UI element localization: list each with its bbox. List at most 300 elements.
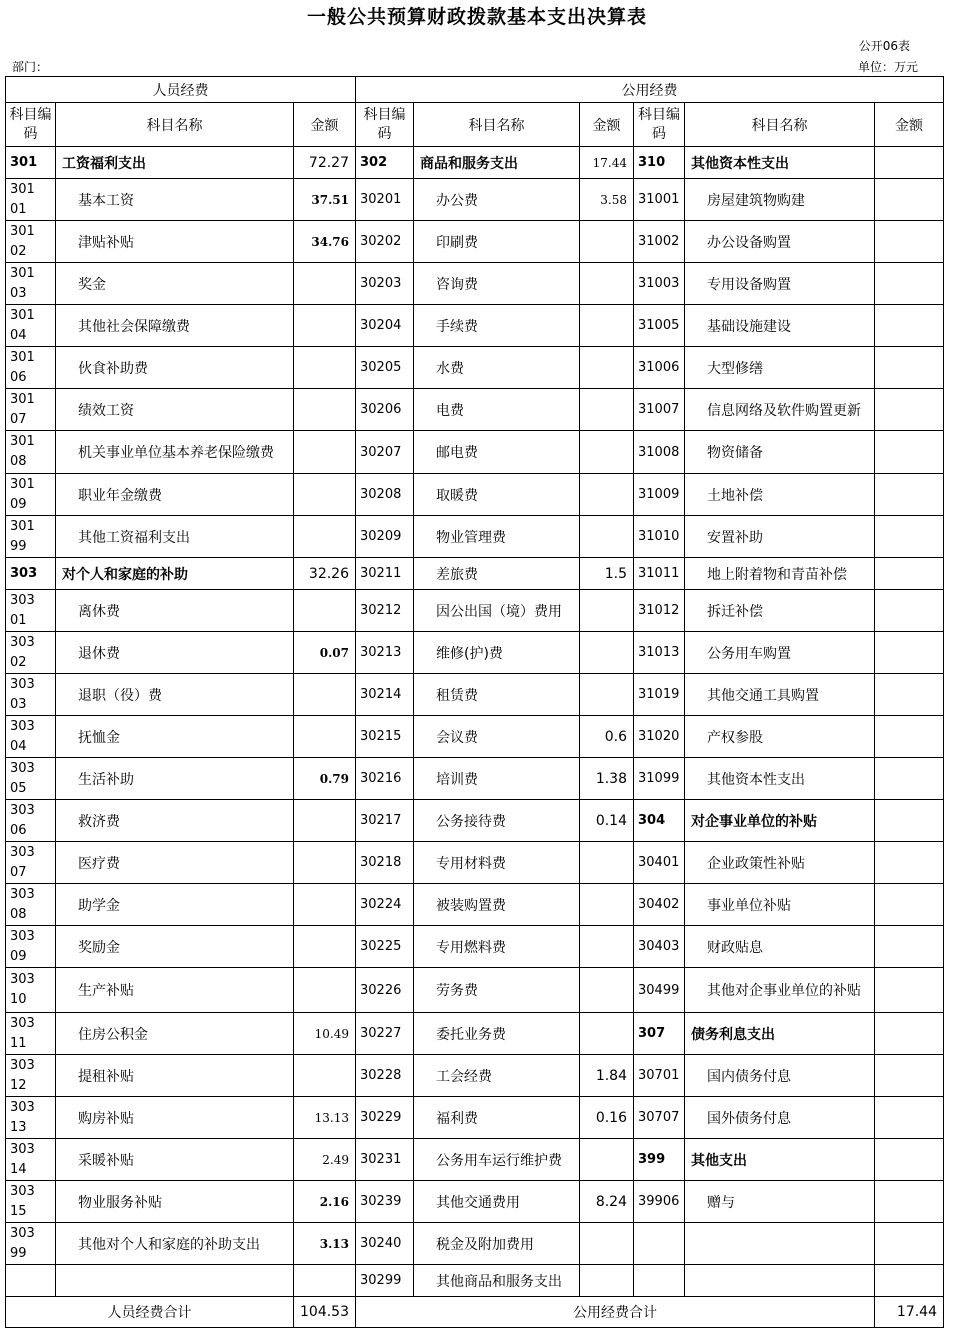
other-name-cell: 其他资本性支出 — [685, 758, 875, 800]
column-header-amount: 金额 — [294, 103, 356, 147]
other-amount-cell — [875, 1181, 944, 1223]
other-code-cell: 307 — [634, 1013, 685, 1055]
goods-code-cell: 30229 — [356, 1097, 414, 1139]
personnel-name-cell: 物业服务补贴 — [56, 1181, 294, 1223]
personnel-name-cell: 抚恤金 — [56, 716, 294, 758]
other-code-cell: 31003 — [634, 263, 685, 305]
other-code-cell: 31007 — [634, 389, 685, 431]
goods-amount-cell: 0.14 — [580, 800, 634, 842]
other-code-cell — [634, 1265, 685, 1297]
personnel-code-cell — [6, 1265, 56, 1297]
table-row — [6, 590, 944, 632]
personnel-name-cell: 基本工资 — [56, 179, 294, 221]
personnel-name-cell: 其他社会保障缴费 — [56, 305, 294, 347]
other-name-cell: 拆迁补偿 — [685, 590, 875, 632]
personnel-name-cell: 机关事业单位基本养老保险缴费 — [56, 431, 294, 474]
personnel-code-cell: 30307 — [6, 842, 56, 884]
goods-name-cell: 办公费 — [414, 179, 580, 221]
personnel-name-cell: 生活补助 — [56, 758, 294, 800]
goods-name-cell: 租赁费 — [414, 674, 580, 716]
personnel-name-cell: 伙食补助费 — [56, 347, 294, 389]
other-amount-cell — [875, 263, 944, 305]
goods-name-cell: 取暖费 — [414, 474, 580, 516]
personnel-code-cell: 30103 — [6, 263, 56, 305]
goods-amount-cell — [580, 884, 634, 926]
other-amount-cell — [875, 347, 944, 389]
table-row — [6, 1181, 944, 1223]
personnel-code-cell: 30311 — [6, 1013, 56, 1055]
personnel-amount-cell — [294, 716, 356, 758]
other-name-cell: 信息网络及软件购置更新 — [685, 389, 875, 431]
personnel-code-cell: 30304 — [6, 716, 56, 758]
other-name-cell: 事业单位补贴 — [685, 884, 875, 926]
goods-code-cell: 30207 — [356, 431, 414, 474]
other-amount-cell — [875, 1139, 944, 1181]
goods-name-cell: 劳务费 — [414, 968, 580, 1013]
other-code-cell: 30701 — [634, 1055, 685, 1097]
personnel-amount-cell: 3.13 — [294, 1223, 356, 1265]
other-code-cell: 31011 — [634, 558, 685, 590]
personnel-name-cell: 救济费 — [56, 800, 294, 842]
goods-name-cell: 维修(护)费 — [414, 632, 580, 674]
other-amount-cell — [875, 516, 944, 558]
personnel-amount-cell: 0.07 — [294, 632, 356, 674]
other-amount-cell — [875, 590, 944, 632]
personnel-name-cell: 其他工资福利支出 — [56, 516, 294, 558]
other-code-cell: 31001 — [634, 179, 685, 221]
public-total-amount: 17.44 — [875, 1297, 944, 1328]
other-name-cell: 国外债务付息 — [685, 1097, 875, 1139]
goods-amount-cell: 1.84 — [580, 1055, 634, 1097]
other-name-cell: 产权参股 — [685, 716, 875, 758]
goods-name-cell: 培训费 — [414, 758, 580, 800]
goods-code-cell: 30224 — [356, 884, 414, 926]
other-name-cell: 基础设施建设 — [685, 305, 875, 347]
other-code-cell: 30403 — [634, 926, 685, 968]
other-amount-cell — [875, 716, 944, 758]
personnel-code-cell: 30109 — [6, 474, 56, 516]
personnel-amount-cell — [294, 431, 356, 474]
goods-code-cell: 30227 — [356, 1013, 414, 1055]
other-name-cell: 地上附着物和青苗补偿 — [685, 558, 875, 590]
goods-amount-cell — [580, 347, 634, 389]
personnel-name-cell: 退职（役）费 — [56, 674, 294, 716]
other-amount-cell — [875, 632, 944, 674]
table-row — [6, 1013, 944, 1055]
column-header-code: 科目编码 — [634, 103, 685, 147]
table-row — [6, 1097, 944, 1139]
personnel-code-cell: 30108 — [6, 431, 56, 474]
personnel-name-cell: 医疗费 — [56, 842, 294, 884]
personnel-code-cell: 30306 — [6, 800, 56, 842]
other-name-cell: 赠与 — [685, 1181, 875, 1223]
other-code-cell: 30707 — [634, 1097, 685, 1139]
other-name-cell: 债务利息支出 — [685, 1013, 875, 1055]
other-code-cell — [634, 1223, 685, 1265]
goods-name-cell: 工会经费 — [414, 1055, 580, 1097]
other-name-cell: 物资储备 — [685, 431, 875, 474]
goods-amount-cell: 17.44 — [580, 147, 634, 179]
goods-name-cell: 印刷费 — [414, 221, 580, 263]
column-header-name: 科目名称 — [685, 103, 875, 147]
table-row — [6, 1223, 944, 1265]
other-code-cell: 30499 — [634, 968, 685, 1013]
goods-amount-cell — [580, 632, 634, 674]
personnel-total-label: 人员经费合计 — [6, 1297, 294, 1328]
other-amount-cell — [875, 305, 944, 347]
table-row — [6, 263, 944, 305]
table-row — [6, 716, 944, 758]
other-amount-cell — [875, 389, 944, 431]
expenditure-table — [5, 76, 944, 1328]
other-code-cell: 31006 — [634, 347, 685, 389]
other-name-cell: 其他交通工具购置 — [685, 674, 875, 716]
personnel-amount-cell — [294, 263, 356, 305]
goods-code-cell: 30228 — [356, 1055, 414, 1097]
goods-code-cell: 30240 — [356, 1223, 414, 1265]
personnel-code-cell: 30303 — [6, 674, 56, 716]
goods-code-cell: 30212 — [356, 590, 414, 632]
column-header-name: 科目名称 — [414, 103, 580, 147]
personnel-name-cell: 奖金 — [56, 263, 294, 305]
other-code-cell: 31009 — [634, 474, 685, 516]
other-amount-cell — [875, 179, 944, 221]
table-row — [6, 558, 944, 590]
group-header-public: 公用经费 — [356, 77, 944, 103]
personnel-amount-cell — [294, 474, 356, 516]
table-row — [6, 431, 944, 474]
other-amount-cell — [875, 1223, 944, 1265]
goods-amount-cell — [580, 1013, 634, 1055]
personnel-name-cell: 职业年金缴费 — [56, 474, 294, 516]
goods-amount-cell — [580, 968, 634, 1013]
column-header-code: 科目编码 — [356, 103, 414, 147]
goods-code-cell: 30231 — [356, 1139, 414, 1181]
personnel-amount-cell — [294, 1055, 356, 1097]
table-row — [6, 347, 944, 389]
goods-name-cell: 专用燃料费 — [414, 926, 580, 968]
other-amount-cell — [875, 431, 944, 474]
goods-amount-cell — [580, 474, 634, 516]
table-row — [6, 968, 944, 1013]
other-code-cell: 30402 — [634, 884, 685, 926]
other-name-cell: 其他资本性支出 — [685, 147, 875, 179]
personnel-code-cell: 30315 — [6, 1181, 56, 1223]
personnel-code-cell: 30301 — [6, 590, 56, 632]
personnel-amount-cell — [294, 884, 356, 926]
goods-amount-cell: 1.5 — [580, 558, 634, 590]
other-name-cell: 专用设备购置 — [685, 263, 875, 305]
personnel-amount-cell: 0.79 — [294, 758, 356, 800]
personnel-amount-cell — [294, 347, 356, 389]
goods-name-cell: 电费 — [414, 389, 580, 431]
other-code-cell: 31008 — [634, 431, 685, 474]
goods-amount-cell — [580, 305, 634, 347]
goods-code-cell: 30205 — [356, 347, 414, 389]
other-amount-cell — [875, 926, 944, 968]
personnel-code-cell: 303 — [6, 558, 56, 590]
personnel-name-cell: 生产补贴 — [56, 968, 294, 1013]
goods-code-cell: 30214 — [356, 674, 414, 716]
other-amount-cell — [875, 800, 944, 842]
column-header-name: 科目名称 — [56, 103, 294, 147]
goods-name-cell: 咨询费 — [414, 263, 580, 305]
personnel-code-cell: 30107 — [6, 389, 56, 431]
personnel-amount-cell: 2.49 — [294, 1139, 356, 1181]
goods-code-cell: 30203 — [356, 263, 414, 305]
personnel-amount-cell: 37.51 — [294, 179, 356, 221]
table-row — [6, 842, 944, 884]
other-code-cell: 31013 — [634, 632, 685, 674]
other-amount-cell — [875, 758, 944, 800]
goods-code-cell: 30299 — [356, 1265, 414, 1297]
other-amount-cell — [875, 884, 944, 926]
personnel-amount-cell — [294, 926, 356, 968]
unit-label: 单位：万元 — [857, 60, 918, 74]
personnel-amount-cell — [294, 800, 356, 842]
department-label: 部门： — [12, 60, 49, 74]
personnel-amount-cell — [294, 305, 356, 347]
goods-code-cell: 30213 — [356, 632, 414, 674]
goods-code-cell: 302 — [356, 147, 414, 179]
other-amount-cell — [875, 1097, 944, 1139]
report-title: 一般公共预算财政拨款基本支出决算表 — [306, 6, 647, 28]
other-name-cell: 财政贴息 — [685, 926, 875, 968]
goods-name-cell: 差旅费 — [414, 558, 580, 590]
other-code-cell: 304 — [634, 800, 685, 842]
other-name-cell — [685, 1265, 875, 1297]
goods-name-cell: 专用材料费 — [414, 842, 580, 884]
goods-name-cell: 物业管理费 — [414, 516, 580, 558]
table-row — [6, 884, 944, 926]
personnel-amount-cell: 34.76 — [294, 221, 356, 263]
other-amount-cell — [875, 1013, 944, 1055]
personnel-amount-cell — [294, 842, 356, 884]
goods-code-cell: 30208 — [356, 474, 414, 516]
other-amount-cell — [875, 1265, 944, 1297]
personnel-name-cell: 绩效工资 — [56, 389, 294, 431]
goods-amount-cell — [580, 1139, 634, 1181]
personnel-amount-cell — [294, 968, 356, 1013]
goods-amount-cell — [580, 389, 634, 431]
goods-amount-cell — [580, 1223, 634, 1265]
personnel-name-cell: 奖励金 — [56, 926, 294, 968]
personnel-name-cell: 提租补贴 — [56, 1055, 294, 1097]
personnel-code-cell: 30102 — [6, 221, 56, 263]
goods-name-cell: 手续费 — [414, 305, 580, 347]
other-code-cell: 31019 — [634, 674, 685, 716]
other-code-cell: 310 — [634, 147, 685, 179]
personnel-code-cell: 301 — [6, 147, 56, 179]
personnel-amount-cell: 32.26 — [294, 558, 356, 590]
personnel-amount-cell — [294, 1265, 356, 1297]
personnel-name-cell: 助学金 — [56, 884, 294, 926]
personnel-total-amount: 104.53 — [294, 1297, 356, 1328]
table-row — [6, 674, 944, 716]
personnel-name-cell — [56, 1265, 294, 1297]
other-name-cell: 对企事业单位的补贴 — [685, 800, 875, 842]
column-header-amount: 金额 — [875, 103, 944, 147]
other-code-cell: 31099 — [634, 758, 685, 800]
other-amount-cell — [875, 147, 944, 179]
personnel-code-cell: 30104 — [6, 305, 56, 347]
table-row — [6, 632, 944, 674]
personnel-name-cell: 津贴补贴 — [56, 221, 294, 263]
goods-amount-cell — [580, 263, 634, 305]
personnel-code-cell: 30308 — [6, 884, 56, 926]
table-row — [6, 1055, 944, 1097]
table-row — [6, 800, 944, 842]
goods-name-cell: 被装购置费 — [414, 884, 580, 926]
goods-amount-cell — [580, 516, 634, 558]
column-header-code: 科目编码 — [6, 103, 56, 147]
goods-name-cell: 因公出国（境）费用 — [414, 590, 580, 632]
goods-code-cell: 30226 — [356, 968, 414, 1013]
goods-amount-cell: 3.58 — [580, 179, 634, 221]
goods-code-cell: 30215 — [356, 716, 414, 758]
goods-amount-cell: 0.6 — [580, 716, 634, 758]
other-name-cell: 安置补助 — [685, 516, 875, 558]
personnel-code-cell: 30313 — [6, 1097, 56, 1139]
personnel-code-cell: 30314 — [6, 1139, 56, 1181]
other-amount-cell — [875, 221, 944, 263]
public-total-label: 公用经费合计 — [356, 1297, 875, 1328]
goods-code-cell: 30216 — [356, 758, 414, 800]
personnel-code-cell: 30199 — [6, 516, 56, 558]
goods-code-cell: 30204 — [356, 305, 414, 347]
personnel-amount-cell: 72.27 — [294, 147, 356, 179]
goods-amount-cell — [580, 926, 634, 968]
goods-amount-cell: 8.24 — [580, 1181, 634, 1223]
personnel-name-cell: 对个人和家庭的补助 — [56, 558, 294, 590]
other-code-cell: 399 — [634, 1139, 685, 1181]
goods-code-cell: 30218 — [356, 842, 414, 884]
personnel-name-cell: 退休费 — [56, 632, 294, 674]
other-amount-cell — [875, 968, 944, 1013]
goods-amount-cell — [580, 674, 634, 716]
table-row — [6, 221, 944, 263]
personnel-code-cell: 30302 — [6, 632, 56, 674]
table-number: 公开06表 — [858, 39, 910, 53]
personnel-name-cell: 工资福利支出 — [56, 147, 294, 179]
personnel-name-cell: 其他对个人和家庭的补助支出 — [56, 1223, 294, 1265]
table-row — [6, 1265, 944, 1297]
other-amount-cell — [875, 842, 944, 884]
other-name-cell: 大型修缮 — [685, 347, 875, 389]
goods-amount-cell — [580, 1265, 634, 1297]
personnel-code-cell: 30310 — [6, 968, 56, 1013]
personnel-name-cell: 离休费 — [56, 590, 294, 632]
other-code-cell: 31005 — [634, 305, 685, 347]
goods-name-cell: 公务接待费 — [414, 800, 580, 842]
table-row — [6, 179, 944, 221]
other-name-cell: 企业政策性补贴 — [685, 842, 875, 884]
goods-name-cell: 委托业务费 — [414, 1013, 580, 1055]
other-code-cell: 31010 — [634, 516, 685, 558]
other-code-cell: 31012 — [634, 590, 685, 632]
personnel-amount-cell — [294, 389, 356, 431]
goods-amount-cell — [580, 842, 634, 884]
other-amount-cell — [875, 674, 944, 716]
other-code-cell: 30401 — [634, 842, 685, 884]
goods-amount-cell — [580, 431, 634, 474]
goods-code-cell: 30202 — [356, 221, 414, 263]
personnel-name-cell: 住房公积金 — [56, 1013, 294, 1055]
group-header-personnel: 人员经费 — [6, 77, 356, 103]
other-name-cell: 其他支出 — [685, 1139, 875, 1181]
goods-name-cell: 公务用车运行维护费 — [414, 1139, 580, 1181]
goods-name-cell: 水费 — [414, 347, 580, 389]
personnel-amount-cell: 10.49 — [294, 1013, 356, 1055]
other-name-cell: 办公设备购置 — [685, 221, 875, 263]
other-name-cell — [685, 1223, 875, 1265]
table-row — [6, 474, 944, 516]
personnel-code-cell: 30305 — [6, 758, 56, 800]
goods-amount-cell — [580, 221, 634, 263]
goods-amount-cell: 0.16 — [580, 1097, 634, 1139]
personnel-amount-cell — [294, 674, 356, 716]
goods-code-cell: 30239 — [356, 1181, 414, 1223]
personnel-amount-cell: 2.16 — [294, 1181, 356, 1223]
goods-name-cell: 邮电费 — [414, 431, 580, 474]
goods-name-cell: 其他商品和服务支出 — [414, 1265, 580, 1297]
personnel-amount-cell — [294, 516, 356, 558]
other-name-cell: 国内债务付息 — [685, 1055, 875, 1097]
goods-code-cell: 30201 — [356, 179, 414, 221]
column-header-amount: 金额 — [580, 103, 634, 147]
goods-amount-cell — [580, 590, 634, 632]
other-name-cell: 公务用车购置 — [685, 632, 875, 674]
personnel-code-cell: 30101 — [6, 179, 56, 221]
other-name-cell: 其他对企事业单位的补贴 — [685, 968, 875, 1013]
table-row — [6, 1139, 944, 1181]
personnel-code-cell: 30399 — [6, 1223, 56, 1265]
other-name-cell: 房屋建筑物购建 — [685, 179, 875, 221]
goods-code-cell: 30209 — [356, 516, 414, 558]
personnel-amount-cell — [294, 590, 356, 632]
table-row — [6, 516, 944, 558]
goods-name-cell: 税金及附加费用 — [414, 1223, 580, 1265]
other-name-cell: 土地补偿 — [685, 474, 875, 516]
table-row — [6, 926, 944, 968]
personnel-code-cell: 30309 — [6, 926, 56, 968]
table-row — [6, 305, 944, 347]
goods-amount-cell: 1.38 — [580, 758, 634, 800]
other-code-cell: 39906 — [634, 1181, 685, 1223]
goods-name-cell: 会议费 — [414, 716, 580, 758]
personnel-name-cell: 采暖补贴 — [56, 1139, 294, 1181]
goods-code-cell: 30225 — [356, 926, 414, 968]
goods-name-cell: 其他交通费用 — [414, 1181, 580, 1223]
goods-code-cell: 30206 — [356, 389, 414, 431]
goods-code-cell: 30211 — [356, 558, 414, 590]
goods-name-cell: 福利费 — [414, 1097, 580, 1139]
other-amount-cell — [875, 474, 944, 516]
goods-name-cell: 商品和服务支出 — [414, 147, 580, 179]
other-code-cell: 31020 — [634, 716, 685, 758]
table-row — [6, 758, 944, 800]
personnel-name-cell: 购房补贴 — [56, 1097, 294, 1139]
personnel-code-cell: 30106 — [6, 347, 56, 389]
table-row — [6, 147, 944, 179]
other-code-cell: 31002 — [634, 221, 685, 263]
personnel-amount-cell: 13.13 — [294, 1097, 356, 1139]
goods-code-cell: 30217 — [356, 800, 414, 842]
personnel-code-cell: 30312 — [6, 1055, 56, 1097]
other-amount-cell — [875, 1055, 944, 1097]
other-amount-cell — [875, 558, 944, 590]
table-row — [6, 389, 944, 431]
